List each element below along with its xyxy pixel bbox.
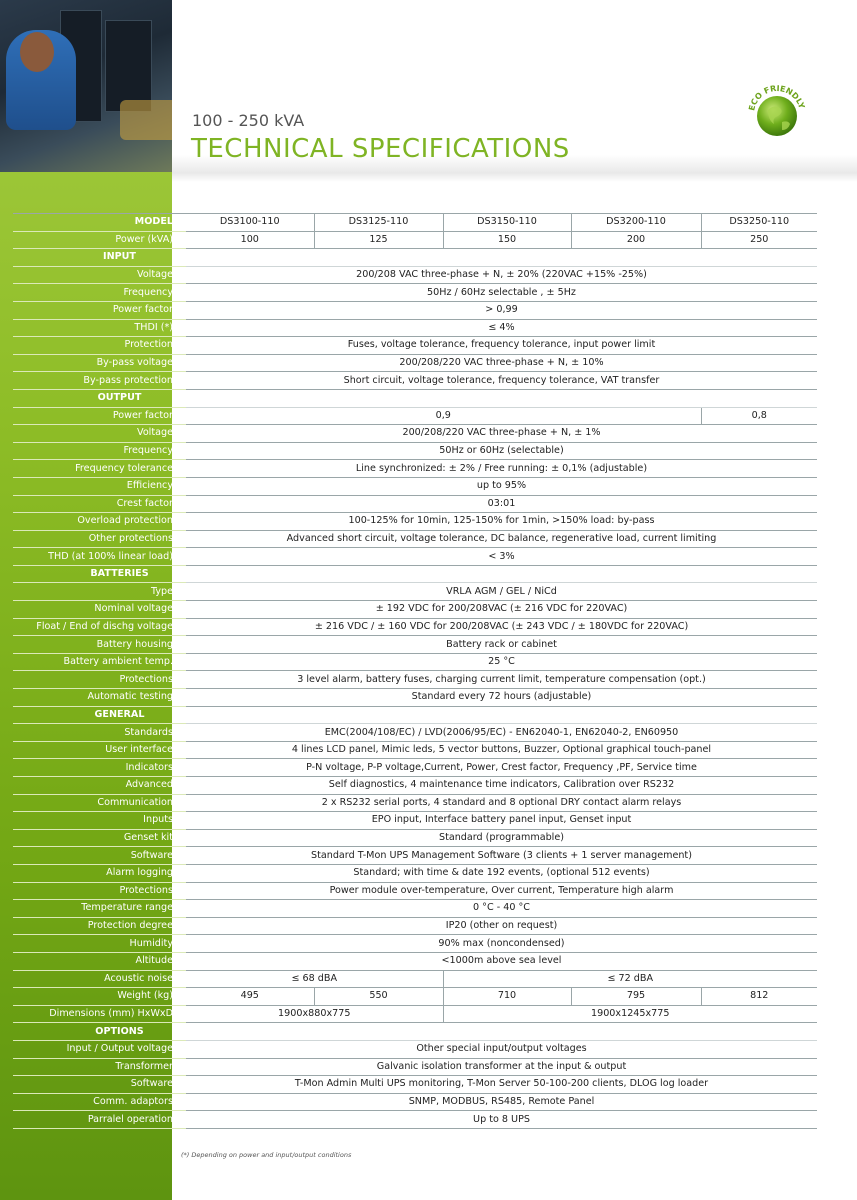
technician-head	[20, 32, 54, 72]
spec-label: Advanced	[13, 777, 186, 795]
spec-value: 1900x1245x775	[443, 1005, 817, 1023]
model-name: DS3150-110	[443, 214, 571, 232]
spec-row	[13, 777, 817, 795]
spec-row	[13, 1005, 817, 1023]
spec-row	[13, 1093, 817, 1111]
spec-row	[13, 583, 817, 601]
spec-row	[13, 689, 817, 707]
spec-row	[13, 460, 817, 478]
spec-label: THDI (*)	[13, 319, 186, 337]
spec-value: SNMP, MODBUS, RS485, Remote Panel	[186, 1093, 817, 1111]
section-header-row	[13, 1023, 817, 1041]
spec-row	[13, 548, 817, 566]
section-spacer	[186, 389, 817, 407]
spec-label: Frequency	[13, 284, 186, 302]
spec-row	[13, 900, 817, 918]
spec-value: ± 192 VDC for 200/208VAC (± 216 VDC for 220VAC)	[186, 601, 817, 619]
spec-row	[13, 741, 817, 759]
section-header-row	[13, 249, 817, 267]
spec-row	[13, 618, 817, 636]
spec-row	[13, 284, 817, 302]
spec-value: ± 216 VDC / ± 160 VDC for 200/208VAC (± 243 VDC / ± 180VDC for 220VAC)	[186, 618, 817, 636]
spec-value: 550	[314, 988, 443, 1006]
spec-row	[13, 935, 817, 953]
footnote: (*) Depending on power and input/output conditions	[181, 1151, 352, 1159]
spec-label: Input / Output voltage	[13, 1040, 186, 1058]
spec-value: Standard; with time & date 192 events, (optional 512 events)	[186, 864, 817, 882]
spec-label: Alarm logging	[13, 864, 186, 882]
spec-value: Power module over-temperature, Over current, Temperature high alarm	[186, 882, 817, 900]
spec-value: 495	[186, 988, 314, 1006]
technician-figure	[6, 30, 76, 130]
spec-row	[13, 847, 817, 865]
spec-label: Protection	[13, 337, 186, 355]
spec-value: 90% max (noncondensed)	[186, 935, 817, 953]
server-rack-image	[105, 20, 152, 112]
spec-label: MODEL	[13, 214, 186, 232]
spec-value: 0 °C - 40 °C	[186, 900, 817, 918]
section-spacer	[186, 565, 817, 583]
section-title: OPTIONS	[13, 1023, 186, 1041]
spec-value: 03:01	[186, 495, 817, 513]
spec-value: 100-125% for 10min, 125-150% for 1min, >150% load: by-pass	[186, 513, 817, 531]
spec-value: 50Hz / 60Hz selectable , ± 5Hz	[186, 284, 817, 302]
power-range-subtitle: 100 - 250 kVA	[192, 111, 305, 130]
spec-row	[13, 266, 817, 284]
spec-row	[13, 882, 817, 900]
spec-row	[13, 829, 817, 847]
spec-value: EMC(2004/108/EC) / LVD(2006/95/EC) - EN62040-1, EN62040-2, EN60950	[186, 724, 817, 742]
spec-row	[13, 442, 817, 460]
section-title: OUTPUT	[13, 389, 186, 407]
section-header-row	[13, 565, 817, 583]
specifications-table	[13, 213, 817, 1129]
spec-value: 200/208 VAC three-phase + N, ± 20% (220VAC +15% -25%)	[186, 266, 817, 284]
model-name: DS3250-110	[701, 214, 817, 232]
page-title: TECHNICAL SPECIFICATIONS	[191, 134, 570, 164]
spec-row	[13, 513, 817, 531]
spec-value: 0,9	[186, 407, 701, 425]
spec-row	[13, 671, 817, 689]
spec-label: Communication	[13, 794, 186, 812]
technician-photo	[0, 0, 172, 172]
spec-value: 3 level alarm, battery fuses, charging current limit, temperature compensation (opt.)	[186, 671, 817, 689]
spec-value: VRLA AGM / GEL / NiCd	[186, 583, 817, 601]
spec-row	[13, 1111, 817, 1129]
spec-label: Weight (kg)	[13, 988, 186, 1006]
spec-label: Humidity	[13, 935, 186, 953]
spec-label: By-pass protection	[13, 372, 186, 390]
section-spacer	[186, 1023, 817, 1041]
spec-row	[13, 759, 817, 777]
spec-value: 25 °C	[186, 653, 817, 671]
section-title: GENERAL	[13, 706, 186, 724]
spec-value: Line synchronized: ± 2% / Free running: ± 0,1% (adjustable)	[186, 460, 817, 478]
section-title: BATTERIES	[13, 565, 186, 583]
spec-value: 100	[186, 231, 314, 249]
spec-label: Protections	[13, 671, 186, 689]
spec-label: Inputs	[13, 812, 186, 830]
spec-row	[13, 354, 817, 372]
spec-row	[13, 425, 817, 443]
spec-row	[13, 724, 817, 742]
spec-value: Self diagnostics, 4 maintenance time indicators, Calibration over RS232	[186, 777, 817, 795]
spec-value: <1000m above sea level	[186, 952, 817, 970]
spec-row	[13, 636, 817, 654]
spec-label: Power factor	[13, 301, 186, 319]
spec-row	[13, 231, 817, 249]
section-title: INPUT	[13, 249, 186, 267]
spec-value: Standard T-Mon UPS Management Software (3 clients + 1 server management)	[186, 847, 817, 865]
spec-row	[13, 477, 817, 495]
spec-value: ≤ 72 dBA	[443, 970, 817, 988]
spec-value: Battery rack or cabinet	[186, 636, 817, 654]
spec-value: 125	[314, 231, 443, 249]
spec-label: Indicators	[13, 759, 186, 777]
spec-value: Galvanic isolation transformer at the input & output	[186, 1058, 817, 1076]
spec-row	[13, 601, 817, 619]
spec-value: EPO input, Interface battery panel input, Genset input	[186, 812, 817, 830]
section-header-row	[13, 706, 817, 724]
spec-label: Frequency	[13, 442, 186, 460]
spec-value: 200	[571, 231, 701, 249]
model-row	[13, 214, 817, 232]
model-name: DS3100-110	[186, 214, 314, 232]
spec-row	[13, 653, 817, 671]
spec-label: Voltage	[13, 425, 186, 443]
spec-label: Type	[13, 583, 186, 601]
spec-label: Voltage	[13, 266, 186, 284]
spec-label: Efficiency	[13, 477, 186, 495]
spec-value: T-Mon Admin Multi UPS monitoring, T-Mon Server 50-100-200 clients, DLOG log loader	[186, 1076, 817, 1094]
spec-row	[13, 952, 817, 970]
spec-label: Software	[13, 847, 186, 865]
spec-label: By-pass voltage	[13, 354, 186, 372]
spec-value: Standard every 72 hours (adjustable)	[186, 689, 817, 707]
section-spacer	[186, 249, 817, 267]
workbench-image	[120, 100, 172, 140]
spec-value: 4 lines LCD panel, Mimic leds, 5 vector buttons, Buzzer, Optional graphical touch-panel	[186, 741, 817, 759]
spec-value: 795	[571, 988, 701, 1006]
spec-label: Frequency tolerance	[13, 460, 186, 478]
spec-value: up to 95%	[186, 477, 817, 495]
spec-row	[13, 812, 817, 830]
spec-label: Protections	[13, 882, 186, 900]
spec-label: Altitude	[13, 952, 186, 970]
spec-value: 200/208/220 VAC three-phase + N, ± 1%	[186, 425, 817, 443]
spec-value: 812	[701, 988, 817, 1006]
section-header-row	[13, 389, 817, 407]
spec-row	[13, 1040, 817, 1058]
spec-row	[13, 372, 817, 390]
spec-row	[13, 794, 817, 812]
spec-row	[13, 1058, 817, 1076]
spec-row	[13, 970, 817, 988]
spec-row	[13, 319, 817, 337]
spec-label: Dimensions (mm) HxWxD	[13, 1005, 186, 1023]
spec-value: 0,8	[701, 407, 817, 425]
spec-label: User interface	[13, 741, 186, 759]
spec-label: Float / End of dischg voltage	[13, 618, 186, 636]
spec-label: Battery housing	[13, 636, 186, 654]
spec-value: 50Hz or 60Hz (selectable)	[186, 442, 817, 460]
spec-value: 200/208/220 VAC three-phase + N, ± 10%	[186, 354, 817, 372]
spec-label: Power factor	[13, 407, 186, 425]
eco-friendly-badge	[744, 80, 810, 146]
spec-value: 2 x RS232 serial ports, 4 standard and 8 optional DRY contact alarm relays	[186, 794, 817, 812]
spec-value: Fuses, voltage tolerance, frequency tolerance, input power limit	[186, 337, 817, 355]
spec-label: Protection degree	[13, 917, 186, 935]
spec-row	[13, 988, 817, 1006]
spec-row	[13, 1076, 817, 1094]
spec-row	[13, 495, 817, 513]
model-name: DS3125-110	[314, 214, 443, 232]
spec-value: 250	[701, 231, 817, 249]
spec-value: Up to 8 UPS	[186, 1111, 817, 1129]
spec-row	[13, 301, 817, 319]
spec-row	[13, 530, 817, 548]
spec-label: Automatic testing	[13, 689, 186, 707]
spec-label: Software	[13, 1076, 186, 1094]
spec-value: ≤ 68 dBA	[186, 970, 443, 988]
spec-label: Transformer	[13, 1058, 186, 1076]
spec-label: Acoustic noise	[13, 970, 186, 988]
spec-label: Nominal voltage	[13, 601, 186, 619]
spec-row	[13, 407, 817, 425]
spec-value: Standard (programmable)	[186, 829, 817, 847]
spec-label: THD (at 100% linear load)	[13, 548, 186, 566]
spec-label: Genset kit	[13, 829, 186, 847]
spec-row	[13, 864, 817, 882]
spec-row	[13, 337, 817, 355]
spec-label: Overload protection	[13, 513, 186, 531]
spec-value: Other special input/output voltages	[186, 1040, 817, 1058]
spec-label: Battery ambient temp.	[13, 653, 186, 671]
spec-label: Other protections	[13, 530, 186, 548]
spec-label: Temperature range	[13, 900, 186, 918]
spec-value: < 3%	[186, 548, 817, 566]
spec-label: Power (kVA)	[13, 231, 186, 249]
svg-text:ECO FRIENDLY: ECO FRIENDLY	[747, 83, 807, 112]
section-spacer	[186, 706, 817, 724]
spec-value: 150	[443, 231, 571, 249]
spec-value: 1900x880x775	[186, 1005, 443, 1023]
spec-label: Parralel operation	[13, 1111, 186, 1129]
spec-value: 710	[443, 988, 571, 1006]
spec-label: Crest factor	[13, 495, 186, 513]
spec-value: IP20 (other on request)	[186, 917, 817, 935]
spec-label: Standards	[13, 724, 186, 742]
model-name: DS3200-110	[571, 214, 701, 232]
spec-value: ≤ 4%	[186, 319, 817, 337]
spec-value: > 0,99	[186, 301, 817, 319]
spec-value: Short circuit, voltage tolerance, frequency tolerance, VAT transfer	[186, 372, 817, 390]
spec-row	[13, 917, 817, 935]
spec-value: Advanced short circuit, voltage tolerance, DC balance, regenerative load, current limiting	[186, 530, 817, 548]
spec-value: P-N voltage, P-P voltage,Current, Power, Crest factor, Frequency ,PF, Service time	[186, 759, 817, 777]
spec-label: Comm. adaptors	[13, 1093, 186, 1111]
